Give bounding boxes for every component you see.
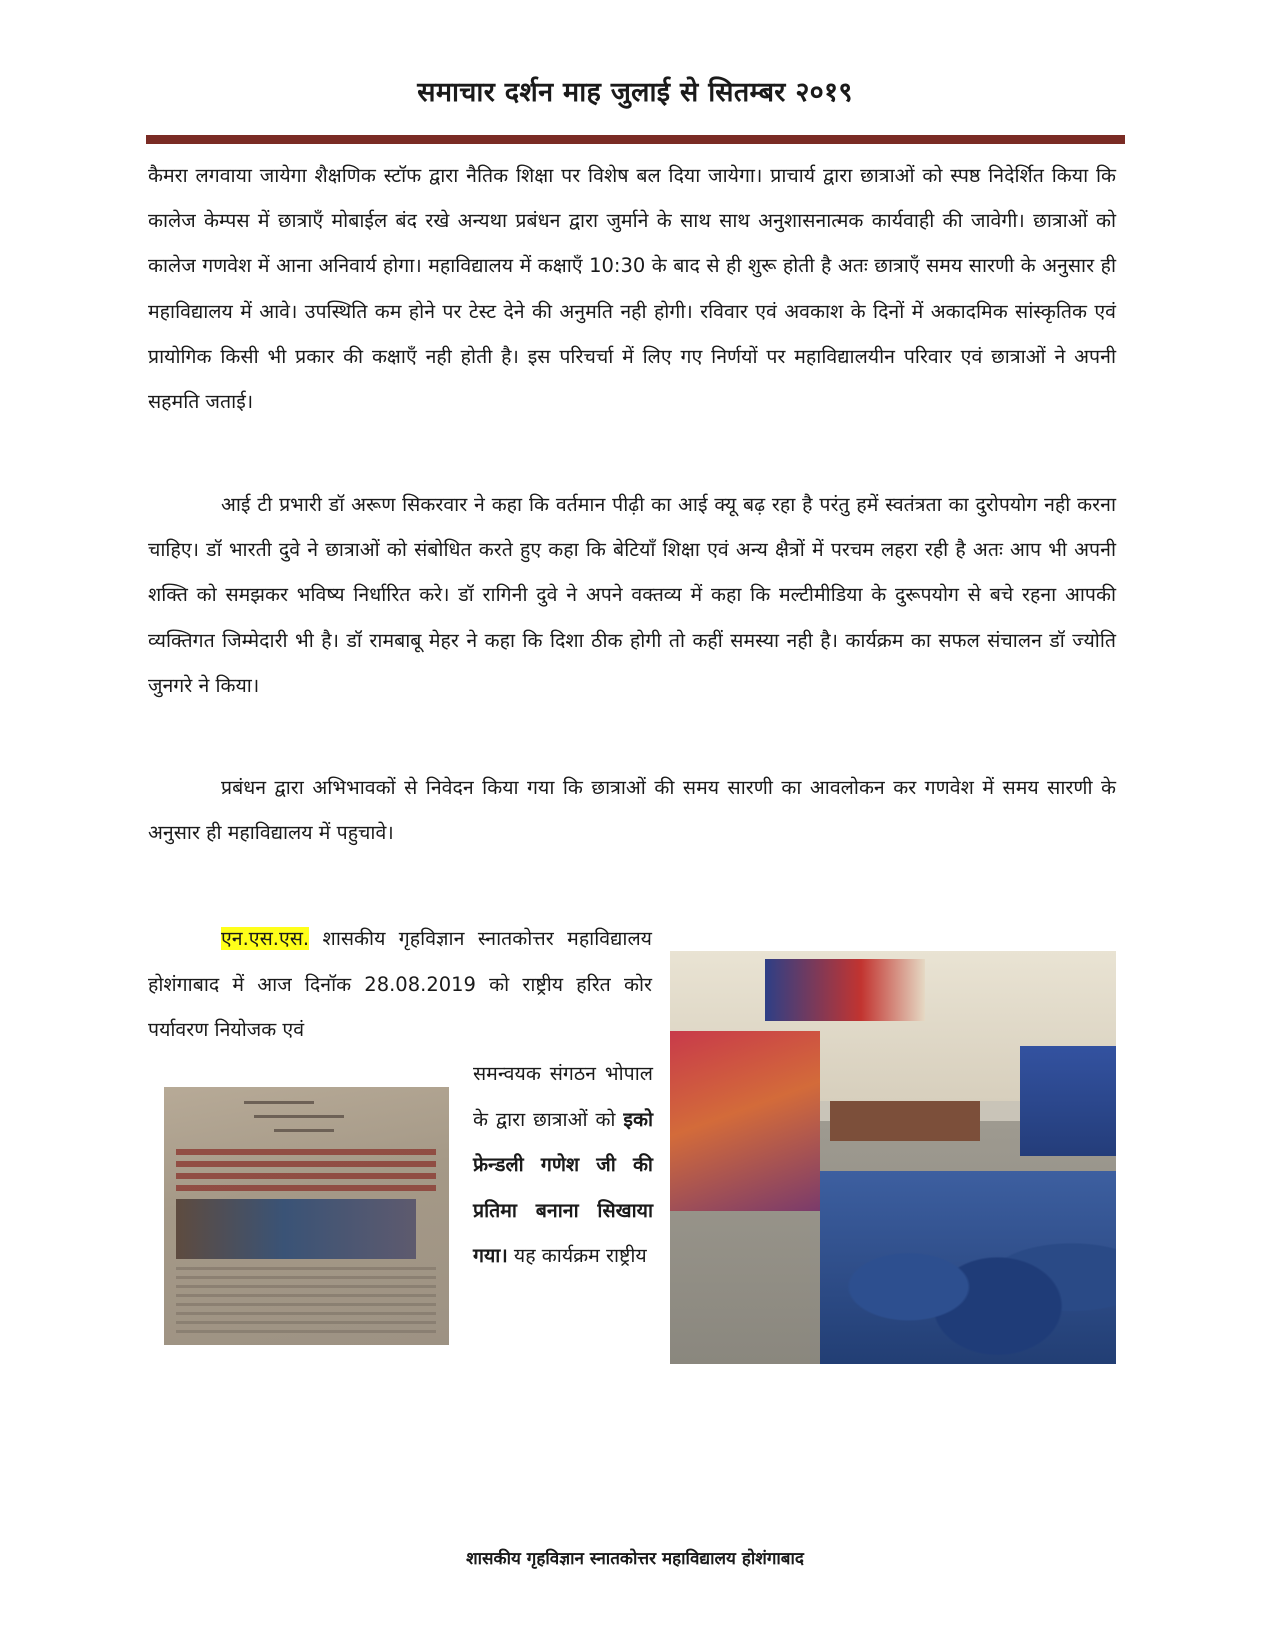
nss-intro-paragraph: [148, 916, 652, 1053]
paragraph-rules: कैमरा लगवाया जायेगा शैक्षणिक स्टॉफ द्वारा नैतिक शिक्षा पर विशेष बल दिया जायेगा। प्राचार्य द्वारा छात्राओं को स्पष्ठ निदेर्शित किया कि कालेज केम्पस में छात्राऍं मोबाईल बंद रखे अन्यथा प्रबंधन द्वारा जुर्माने के साथ साथ अनुशासनात्मक कार्यवाही की जावेगी। छात्राओं को कालेज गणवेश में आना अनिवार्य होगा। महाविद्यालय में कक्षाऍं 10:30 के बाद से ही शुरू होती है अतः छात्राऍं समय सारणी के अनुसार ही महाविद्यालय में आवे। उपस्थिति कम होने पर टेस्ट देने की अनुमति नही होगी। रविवार एवं अवकाश के दिनों में अकादमिक सांस्कृतिक एवं प्रायोगिक किसी भी प्रकार की कक्षाऍं नही होती है। इस परिचर्चा में लिए गए निर्णयों पर महाविद्यालयीन परिवार एवं छात्राओं ने अपनी सहमति जताई।: [148, 164, 1116, 414]
clip-photo: [176, 1199, 416, 1259]
clip-scribble: [254, 1115, 344, 1118]
paragraph-parents-request: प्रबंधन द्वारा अभिभावकों से निवेदन किया गया कि छात्राओं की समय सारणी का आवलोकन कर गणवेश में समय सारणी के अनुसार ही महाविद्यालय में पहुचावे।: [148, 776, 1116, 845]
clip-headline: [176, 1149, 436, 1193]
nss-column-pre: समन्वयक संगठन भोपाल के द्वारा छात्राओं को: [473, 1062, 653, 1131]
event-photo-students: [820, 1171, 1116, 1364]
event-photo-banner: [765, 959, 925, 1021]
nss-highlight-label: एन.एस.एस.: [221, 927, 310, 950]
event-photo-table: [830, 1101, 980, 1141]
nss-column-post: यह कार्यक्रम राष्ट्रीय: [507, 1244, 647, 1267]
header-divider: [146, 135, 1125, 144]
event-photo-audience-right: [1020, 1046, 1116, 1156]
nss-column-text: [473, 1051, 653, 1279]
clip-body-text: [176, 1267, 436, 1337]
page-footer: शासकीय गृहविज्ञान स्नातकोत्तर महाविद्यालय होशंगाबाद: [466, 1549, 804, 1569]
paragraph-speakers: आई टी प्रभारी डॉ अरूण सिकरवार ने कहा कि वर्तमान पीढ़ी का आई क्यू बढ़ रहा है परंतु हमें स्वतंत्रता का दुरोपयोग नही करना चाहिए। डॉ भारती दुवे ने छात्राओं को संबोधित करते हुए कहा कि बेटियॉं शिक्षा एवं अन्य क्षैत्रों में परचम लहरा रही है अतः आप भी अपनी शक्ति को समझकर भविष्य निर्धारित करे। डॉ रागिनी दुवे ने अपने वक्तव्य में कहा कि मल्टीमीडिया के दुरूपयोग से बचे रहना आपकी व्यक्तिगत जिम्मेदारी भी है। डॉ रामबाबू मेहर ने कहा कि दिशा ठीक होगी तो कहीं समस्या नही है। कार्यक्रम का सफल संचालन डॉ ज्योति जुनगरे ने किया।: [148, 493, 1116, 697]
event-photo: [670, 951, 1116, 1364]
clip-scribble: [244, 1101, 314, 1104]
nss-column-bold: इको फ्रेन्डली गणेश जी की प्रतिमा बनाना सिखाया गया।: [473, 1107, 653, 1267]
clip-scribble: [274, 1129, 334, 1132]
nss-intro-text: शासकीय गृहविज्ञान स्नातकोत्तर महाविद्यालय होशंगाबाद में आज दिनॉक 28.08.2019 को राष्ट्रीय हरित कोर पर्यावरण नियोजक एवं: [148, 927, 652, 1041]
event-photo-audience-left: [670, 1031, 820, 1211]
page-title: समाचार दर्शन माह जुलाई से सितम्बर २०१९: [417, 77, 853, 108]
newspaper-clipping-image: [164, 1087, 449, 1345]
